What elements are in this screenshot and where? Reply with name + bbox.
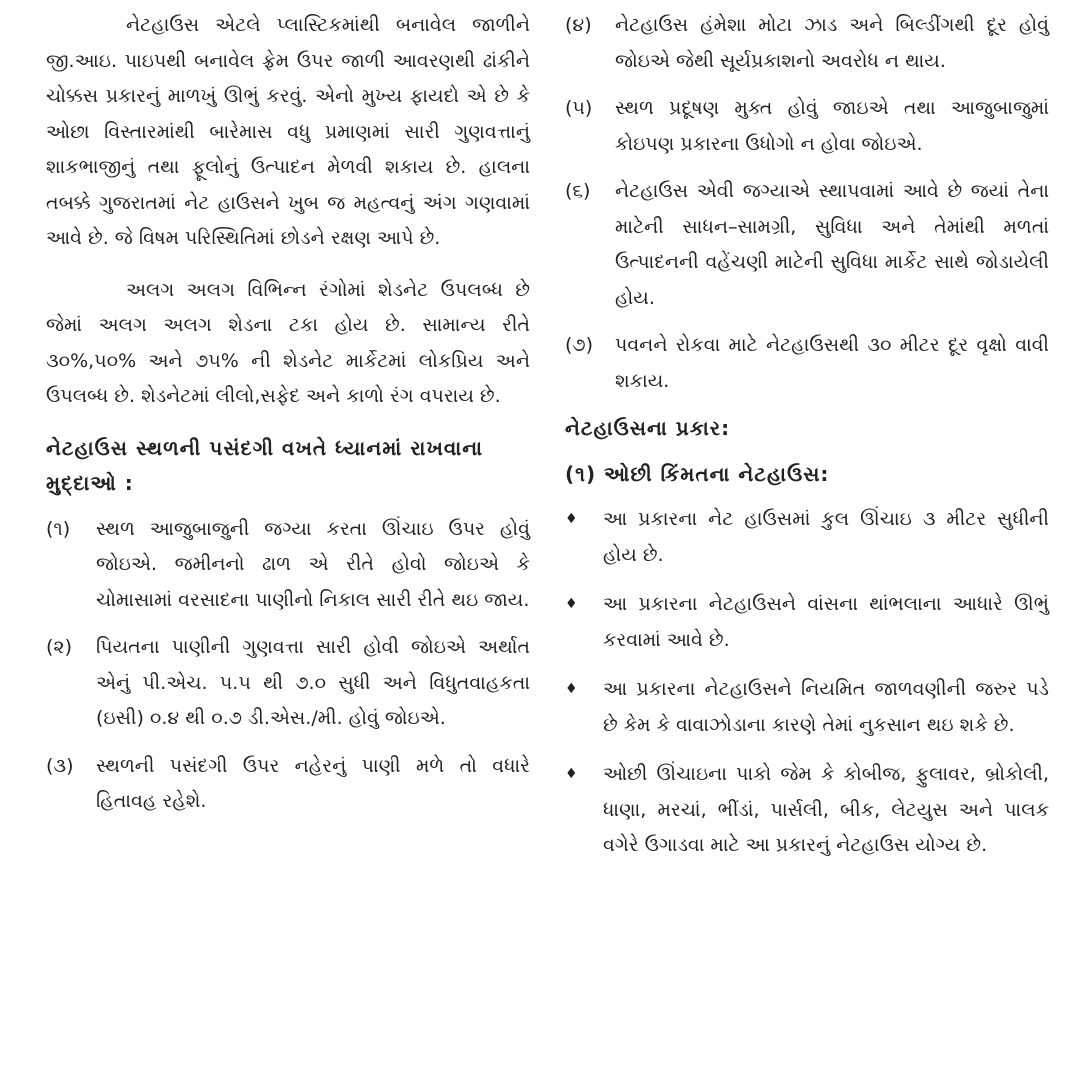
bullet-item-1 [565, 502, 1049, 573]
site-point-6 [565, 174, 1049, 316]
point-number: (૧) [46, 517, 71, 540]
diamond-bullet-icon: ♦ [565, 596, 578, 612]
point-number: (૫) [565, 97, 593, 119]
point-number: (૭) [565, 334, 594, 356]
right-column [565, 8, 1049, 1081]
point-number: (૩) [46, 754, 74, 777]
bullet-item-3 [565, 672, 1049, 743]
shadenet-paragraph: અલગ અલગ વિભિન્ન રંગોમાં શેડનેટ ઉપલબ્ધ છે જેમાં અલગ અલગ શેડના ટકા હોય છે. સામાન્ય રીતે ૩૦%,૫૦% અને ૭૫% ની શેડનેટ માર્કેટમાં લોકપ્રિય અને ઉપલબ્ધ છે. શેડનેટમાં લીલો,સફેદ અને કાળો રંગ વપરાય છે. [46, 278, 530, 407]
site-point-4 [565, 8, 1049, 79]
diamond-bullet-icon: ♦ [565, 681, 578, 697]
bullet-item-2 [565, 587, 1049, 658]
point-number: (૪) [565, 14, 592, 36]
site-point-7 [565, 328, 1049, 399]
left-column [46, 8, 530, 1081]
diamond-bullet-icon: ♦ [565, 766, 578, 782]
point-text: પવનને રોકવા માટે નેટહાઉસથી ૩૦ મીટર દૂર વૃક્ષો વાવી શકાય. [615, 334, 1049, 392]
diamond-bullet-icon: ♦ [565, 511, 578, 527]
point-number: (૨) [46, 636, 72, 658]
site-point-5 [565, 91, 1049, 162]
intro-paragraph: નેટહાઉસ એટલે પ્લાસ્ટિકમાંથી બનાવેલ જાળીને જી.આઇ. પાઇપથી બનાવેલ ફ્રેમ ઉપર જાળી આવરણથી ઢાંકીને ચોક્કસ પ્રકારનું માળખું ઊભું કરવું. એનો મુખ્ય ફાયદો એ છે કે ઓછા વિસ્તારમાંથી બારેમાસ વધુ પ્રમાણમાં સારી ગુણવત્તાનું શાકભાજીનું તથા ફૂલોનું ઉત્પાદન મેળવી શકાય છે. હાલના તબક્કે ગુજરાતમાં નેટ હાઉસને ખુબ જ મહત્વનું અંગ ગણવામાં આવે છે. જે વિષમ પરિસ્થિતિમાં છોડને રક્ષણ આપે છે. [46, 14, 530, 249]
nethouse-types-heading: નેટહાઉસના પ્રકાર: [565, 416, 731, 440]
bullet-text: આ પ્રકારના નેટ હાઉસમાં કુલ ઊંચાઇ ૩ મીટર સુધીની હોય છે. [603, 508, 1049, 566]
point-text: નેટહાઉસ હંમેશા મોટા ઝાડ અને બિલ્ડીંગથી દૂર હોવું જોઇએ જેથી સૂર્યપ્રકાશનો અવરોધ ન થાય. [615, 14, 1049, 72]
point-text: સ્થળ પ્રદૂષણ મુક્ત હોવું જાઇએ તથા આજુબાજુમાં કોઇપણ પ્રકારના ઉધોગો ન હોવા જોઇએ. [615, 97, 1049, 155]
bullet-item-4 [565, 757, 1049, 864]
point-text: સ્થળ આજુબાજુની જગ્યા કરતા ઊંચાઇ ઉપર હોવું જોઇએ. જમીનનો ઢાળ એ રીતે હોવો જોઇએ કે ચોમાસામાં વરસાદના પાણીનો નિકાલ સારી રીતે થઇ જાય. [96, 517, 530, 611]
site-point-3 [46, 749, 530, 820]
site-point-2 [46, 630, 530, 737]
site-point-1 [46, 512, 530, 619]
bullet-text: ઓછી ઊંચાઇના પાકો જેમ કે કોબીજ, ફુલાવર, બ્રોકોલી, ધાણા, મરચાં, ભીંડાં, પાર્સલી, બીક, લેટયુસ અને પાલક વગેરે ઉગાડવા માટે આ પ્રકારનું નેટહાઉસ યોગ્ય છે. [603, 763, 1049, 856]
point-text: પિયતના પાણીની ગુણવત્તા સારી હોવી જોઇએ અર્થાત એનું પી.એચ. ૫.૫ થી ૭.૦ સુધી અને વિધુતવાહકતા (ઇસી) ૦.૪ થી ૦.૭ ડી.એસ./મી. હોવું જોઇએ. [96, 636, 530, 729]
bullet-text: આ પ્રકારના નેટહાઉસને વાંસના થાંભલાના આધારે ઊભું કરવામાં આવે છે. [603, 593, 1049, 651]
low-cost-nethouse-heading: (૧) ઓછી કિંમતના નેટહાઉસ: [565, 461, 830, 486]
bullet-text: આ પ્રકારના નેટહાઉસને નિયમિત જાળવણીની જરુર પડે છે કેમ કે વાવાઝોડાના કારણે તેમાં નુકસાન થઇ શકે છે. [603, 678, 1049, 736]
point-number: (૬) [565, 180, 591, 202]
point-text: નેટહાઉસ એવી જગ્યાએ સ્થાપવામાં આવે છે જયાં તેના માટેની સાધન–સામગ્રી, સુવિધા અને તેમાંથી મળતાં ઉત્પાદનની વહેંચણી માટેની સુવિધા માર્કેટ સાથે જોડાયેલી હોય. [615, 180, 1049, 309]
point-text: સ્થળની પસંદગી ઉપર નહેરનું પાણી મળે તો વધારે હિતાવહ રહેશે. [96, 754, 530, 812]
site-selection-heading: નેટહાઉસ સ્થળની પસંદગી વખતે ધ્યાનમાં રાખવાના મુદ્દાઓ : [46, 435, 484, 495]
